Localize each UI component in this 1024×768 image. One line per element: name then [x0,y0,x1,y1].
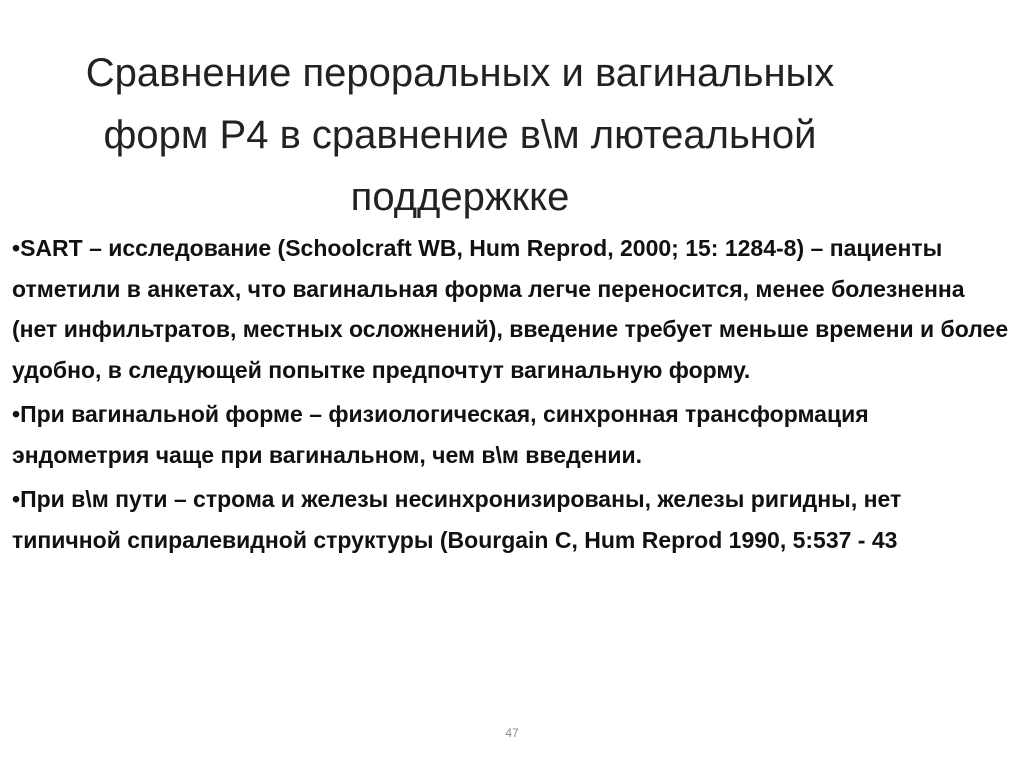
bullet-text: При вагинальной форме – физиологическая, синхронная трансформация эндометрия чаще при вагинальном, чем в\м введении. [12,401,869,468]
bullet-mark: • [12,401,21,427]
bullet-item [12,479,1012,560]
title-line-2: форм Р4 в сравнение в\м лютеальной [103,113,817,157]
slide-title [0,42,920,228]
bullet-mark: • [12,235,21,261]
bullet-mark: • [12,486,21,512]
title-line-3: поддержкке [350,175,570,219]
bullet-text: SART – исследование (Schoolcraft WB, Hum Reprod, 2000; 15: 1284-8) – пациенты отметили в анкетах, что вагинальная форма легче переносится, менее болезненна (нет инфильтратов, местных осложнений), введение требует меньше времени и более удобно, в следующей попытке предпочтут вагинальную форму. [12,235,1009,383]
page-number: 47 [505,726,519,740]
bullet-item [12,228,1012,390]
bullet-list [12,228,1012,564]
bullet-text: При в\м пути – строма и железы несинхронизированы, железы ригидны, нет типичной спиралевидной структуры (Bourgain C, Hum Reprod 1990, 5:537 - 43 [12,486,902,553]
bullet-item [12,394,1012,475]
title-line-1: Сравнение пероральных и вагинальных [85,51,835,95]
